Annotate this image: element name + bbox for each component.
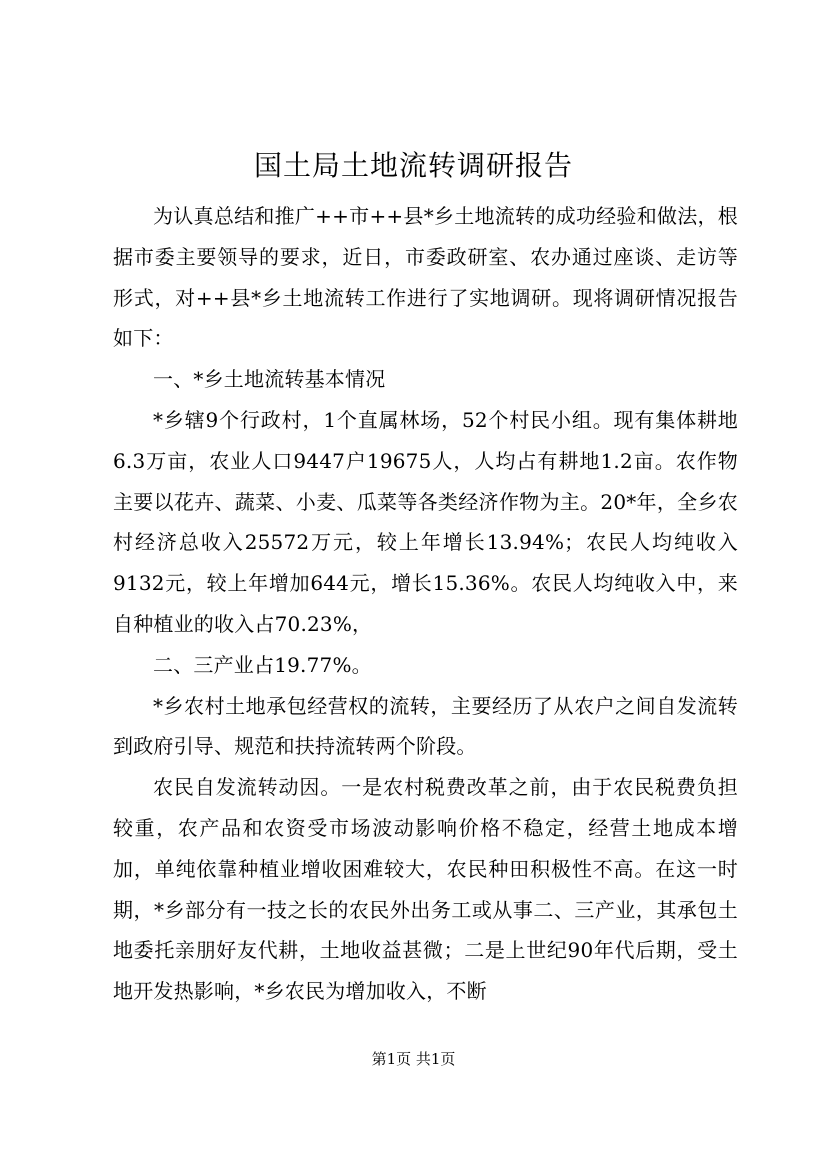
paragraph-intro: 为认真总结和推广++市++县*乡土地流转的成功经验和做法，根据市委主要领导的要求，近日，市委政研室、农办通过座谈、走访等形式，对++县*乡土地流转工作进行了实地调研。现将调研情况报告如下： (113, 204, 738, 351)
document-body (113, 196, 738, 1012)
paragraph-basic-info: *乡辖9个行政村，1个直属林场，52个村民小组。现有集体耕地6.3万亩，农业人口9447户19675人，人均占有耕地1.2亩。农作物主要以花卉、蔬菜、小麦、瓜菜等各类经济作物为主。20*年，全乡农村经济总收入25572万元，较上年增长13.94%；农民人均纯收入9132元，较上年增加644元，增长15.36%。农民人均纯收入中，来自种植业的收入占70.23%， (113, 407, 738, 636)
paragraph-stages: *乡农村土地承包经营权的流转，主要经历了从农户之间自发流转到政府引导、规范和扶持流转两个阶段。 (113, 693, 738, 759)
paragraph-industry-share: 二、三产业占19.77%。 (153, 652, 372, 677)
document-title: 国土局土地流转调研报告 (253, 149, 573, 182)
section-heading-1: 一、*乡土地流转基本情况 (153, 367, 386, 392)
page-number-footer: 第1页 共1页 (371, 1050, 456, 1068)
paragraph-motives: 农民自发流转动因。一是农村税费改革之前，由于农民税费负担较重，农产品和农资受市场波动影响价格不稳定，经营土地成本增加，单纯依靠种植业增收困难较大，农民种田积极性不高。在这一时期，*乡部分有一技之长的农民外出务工或从事二、三产业，其承包土地委托亲朋好友代耕，土地收益甚微；二是上世纪90年代后期，受土地开发热影响，*乡农民为增加收入，不断 (113, 775, 738, 1004)
